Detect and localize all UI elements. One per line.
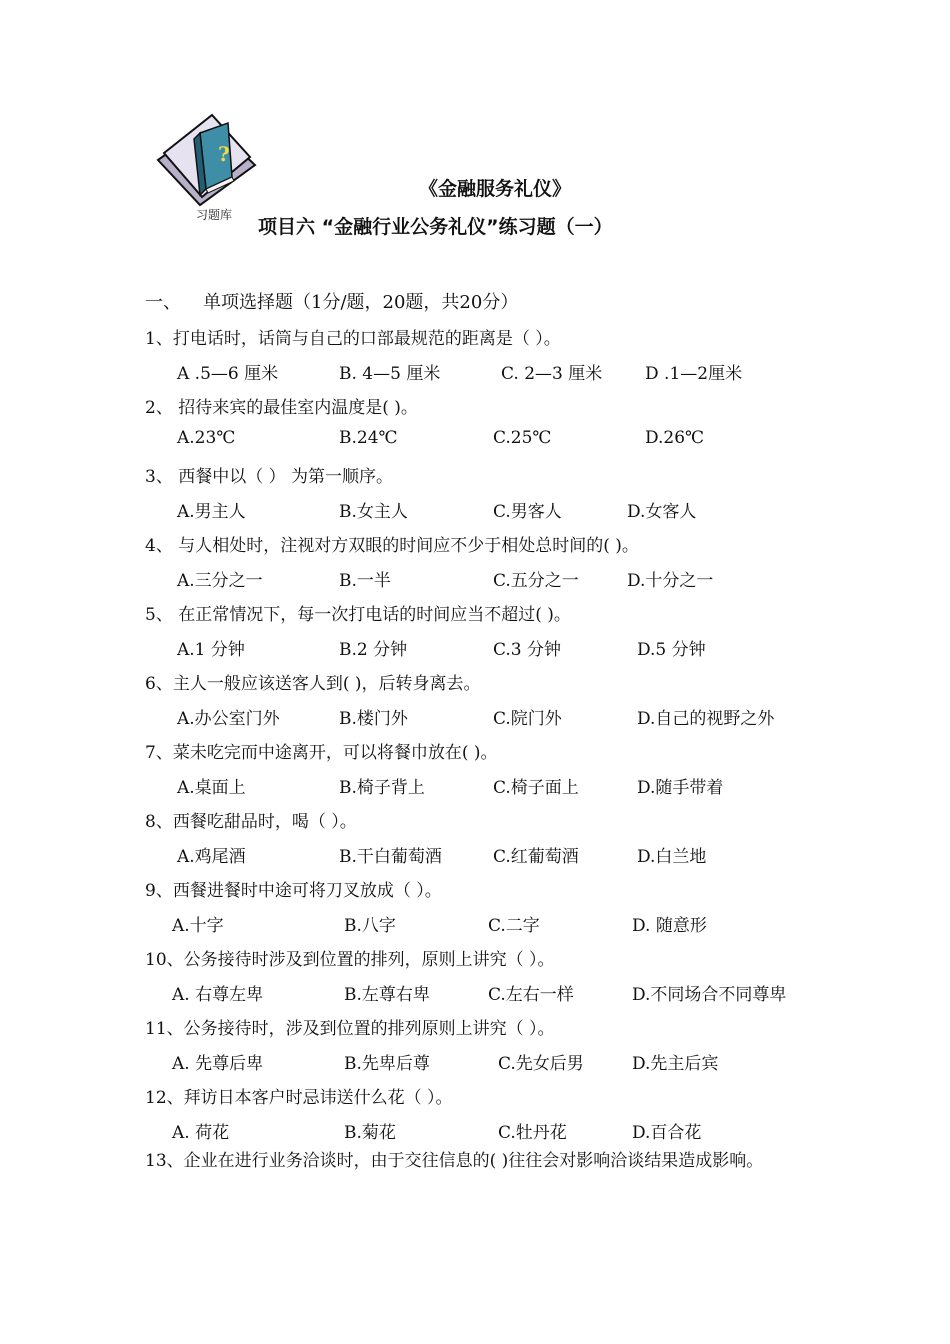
answer-option: D. 随意形 [632, 916, 707, 936]
question-text: 11、公务接待时，涉及到位置的排列原则上讲究（ ）。 [145, 1019, 555, 1039]
answer-option: C.左右一样 [488, 985, 574, 1005]
answer-option: C.男客人 [493, 502, 562, 522]
answer-option: C.先女后男 [498, 1054, 584, 1074]
question-text: 1、打电话时，话筒与自己的口部最规范的距离是（ ）。 [145, 329, 561, 349]
answer-option: B.八字 [344, 916, 396, 936]
answer-option: C.椅子面上 [493, 778, 579, 798]
answer-option: A. 先尊后卑 [172, 1054, 264, 1074]
question-text: 4、 与人相处时，注视对方双眼的时间应不少于相处总时间的( )。 [145, 536, 639, 556]
section-number: 一、 [145, 292, 181, 313]
question-text: 8、西餐吃甜品时，喝（ ）。 [145, 812, 357, 832]
logo-caption: 习题库 [196, 208, 233, 222]
question-text: 3、 西餐中以（ ） 为第一顺序。 [145, 467, 394, 487]
question-text: 5、 在正常情况下，每一次打电话的时间应当不超过( )。 [145, 605, 571, 625]
question-text: 13、企业在进行业务洽谈时，由于交往信息的( )往往会对影响洽谈结果造成影响。 [145, 1151, 764, 1171]
question-text: 12、拜访日本客户时忌讳送什么花（ ）。 [145, 1088, 453, 1108]
answer-option: B.楼门外 [339, 709, 408, 729]
answer-option: C.红葡萄酒 [493, 847, 579, 867]
answer-option: A.1 分钟 [177, 640, 245, 660]
answer-option: A.桌面上 [177, 778, 246, 798]
answer-option: A. 荷花 [172, 1123, 230, 1143]
answer-option: D.不同场合不同尊卑 [632, 985, 787, 1005]
answer-option: C.牡丹花 [498, 1123, 567, 1143]
answer-option: D.26℃ [645, 428, 705, 448]
answer-option: B.先卑后尊 [344, 1054, 430, 1074]
answer-option: A.办公室门外 [177, 709, 280, 729]
answer-option: C.二字 [488, 916, 540, 936]
answer-option: D.百合花 [632, 1123, 702, 1143]
question-text: 9、西餐进餐时中途可将刀叉放成（ ）。 [145, 881, 442, 901]
document-subtitle: 项目六 “金融行业公务礼仪”练习题（一） [258, 216, 613, 238]
answer-option: B.女主人 [339, 502, 408, 522]
document-title: 《金融服务礼仪》 [418, 178, 571, 200]
answer-option: D.十分之一 [627, 571, 714, 591]
answer-option: D .1—2厘米 [645, 364, 743, 384]
answer-option: B. 4—5 厘米 [339, 364, 441, 384]
section-heading [145, 288, 518, 314]
answer-option: C. 2—3 厘米 [501, 364, 603, 384]
answer-option: A.十字 [172, 916, 224, 936]
answer-option: D.先主后宾 [632, 1054, 719, 1074]
answer-option: D.5 分钟 [637, 640, 706, 660]
answer-option: D.白兰地 [637, 847, 707, 867]
question-text: 2、 招待来宾的最佳室内温度是( )。 [145, 398, 418, 418]
answer-option: B.2 分钟 [339, 640, 408, 660]
answer-option: C.院门外 [493, 709, 562, 729]
section-label: 单项选择题（1分/题，20题，共20分） [203, 292, 519, 313]
answer-option: B.一半 [339, 571, 391, 591]
answer-option: C.3 分钟 [493, 640, 562, 660]
answer-option: A .5—6 厘米 [177, 364, 279, 384]
answer-option: D.自己的视野之外 [637, 709, 775, 729]
answer-option: D.女客人 [627, 502, 697, 522]
answer-option: B.菊花 [344, 1123, 396, 1143]
svg-text:?: ? [218, 142, 230, 166]
answer-option: A.三分之一 [177, 571, 263, 591]
answer-option: C.五分之一 [493, 571, 579, 591]
answer-option: B.干白葡萄酒 [339, 847, 442, 867]
answer-option: D.随手带着 [637, 778, 724, 798]
answer-option: B.左尊右卑 [344, 985, 430, 1005]
question-text: 6、主人一般应该送客人到( )，后转身离去。 [145, 674, 481, 694]
question-text: 10、公务接待时涉及到位置的排列，原则上讲究（ ）。 [145, 950, 555, 970]
answer-option: A.男主人 [177, 502, 246, 522]
question-text: 7、菜未吃完而中途离开，可以将餐巾放在( )。 [145, 743, 498, 763]
answer-option: A. 右尊左卑 [172, 985, 264, 1005]
answer-option: B.24℃ [339, 428, 398, 448]
answer-option: A.23℃ [177, 428, 236, 448]
answer-option: A.鸡尾酒 [177, 847, 246, 867]
answer-option: C.25℃ [493, 428, 552, 448]
answer-option: B.椅子背上 [339, 778, 425, 798]
